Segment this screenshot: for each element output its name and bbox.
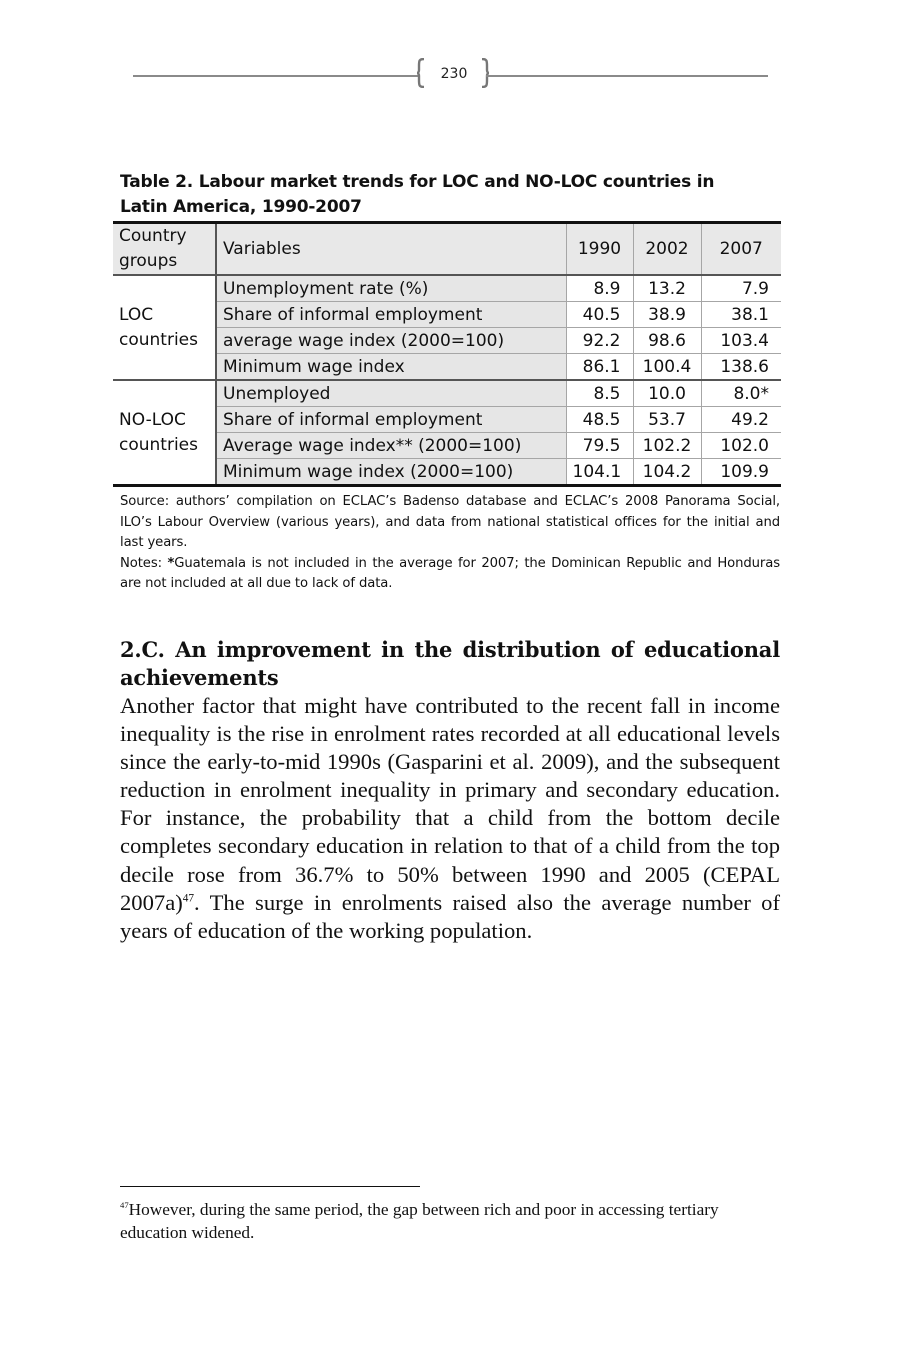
left-bracket-icon (416, 58, 426, 88)
value-cell-2007: 7.9 (701, 275, 781, 302)
notes-text: Guatemala is not included in the average for 2007; the Dominican Republic and Honduras are not included at all due to lack of data. (120, 555, 780, 591)
table-row (113, 380, 781, 407)
page-number: 230 (440, 66, 468, 82)
notes-prefix: Notes: (120, 555, 168, 571)
value-cell-2007: 49.2 (701, 407, 781, 433)
variable-cell: Unemployed (216, 380, 566, 407)
value-cell-2002: 53.7 (633, 407, 701, 433)
value-cell-1990: 40.5 (566, 302, 633, 328)
group-label-no-loc: NO-LOC countries (113, 380, 216, 486)
value-cell-1990: 8.5 (566, 380, 633, 407)
value-cell-2002: 38.9 (633, 302, 701, 328)
table-source: Source: authors’ compilation on ECLAC’s Badenso database and ECLAC’s 2008 Panorama Social, ILO’s Labour Overview (various years), and data from national statistical offices for the initial and last years. (120, 494, 780, 550)
value-cell-2007: 138.6 (701, 354, 781, 381)
header-rule-right (486, 75, 768, 77)
value-cell-2002: 13.2 (633, 275, 701, 302)
labour-market-table (113, 221, 781, 487)
right-bracket-icon (480, 58, 490, 88)
table-caption: Table 2. Labour market trends for LOC and NO-LOC countries in Latin America, 1990-2007 (120, 172, 715, 217)
footnote-text: However, during the same period, the gap between rich and poor in accessing tertiary education widened. (120, 1200, 719, 1242)
value-cell-2002: 104.2 (633, 459, 701, 486)
variable-cell: Unemployment rate (%) (216, 275, 566, 302)
value-cell-2002: 10.0 (633, 380, 701, 407)
footnote (120, 1198, 770, 1244)
value-cell-2007: 8.0* (701, 380, 781, 407)
value-cell-2007: 102.0 (701, 433, 781, 459)
footnote-separator (120, 1186, 420, 1187)
variable-cell: Share of informal employment (216, 407, 566, 433)
table-header-row (113, 223, 781, 276)
value-cell-2002: 102.2 (633, 433, 701, 459)
group-label-loc: LOC countries (113, 275, 216, 380)
value-cell-2007: 109.9 (701, 459, 781, 486)
footnote-reference: 47 (182, 892, 195, 905)
variable-cell: Minimum wage index (2000=100) (216, 459, 566, 486)
value-cell-2007: 103.4 (701, 328, 781, 354)
variable-cell: Average wage index** (2000=100) (216, 433, 566, 459)
body-paragraph (120, 692, 780, 945)
table-notes-line (120, 554, 780, 595)
column-header-2002: 2002 (633, 223, 701, 276)
value-cell-1990: 86.1 (566, 354, 633, 381)
value-cell-1990: 48.5 (566, 407, 633, 433)
notes-marker: * (167, 555, 175, 571)
value-cell-2002: 100.4 (633, 354, 701, 381)
value-cell-1990: 79.5 (566, 433, 633, 459)
paragraph-text-part1: Another factor that might have contributed to the recent fall in income inequality is the rise in enrolment rates recorded at all educational levels since the early-to-mid 1990s (Gasparini et al. 2009), and the subsequent reduction in enrolment inequality in primary and secondary education. For instance, the probability that a child from the bottom decile completes secondary education in relation to that of a child from the top decile rose from 36.7% to 50% between 1990 and 2005 (CEPAL 2007a) (120, 693, 780, 915)
value-cell-1990: 92.2 (566, 328, 633, 354)
value-cell-1990: 8.9 (566, 275, 633, 302)
value-cell-1990: 104.1 (566, 459, 633, 486)
variable-cell: Minimum wage index (216, 354, 566, 381)
value-cell-2007: 38.1 (701, 302, 781, 328)
section-heading: 2.C. An improvement in the distribution of educational achievements (120, 637, 780, 690)
table-notes (120, 492, 780, 595)
column-header-variables: Variables (216, 223, 566, 276)
column-header-country-groups: Country groups (113, 223, 216, 276)
variable-cell: average wage index (2000=100) (216, 328, 566, 354)
column-header-2007: 2007 (701, 223, 781, 276)
column-header-1990: 1990 (566, 223, 633, 276)
header-rule-left (133, 75, 420, 77)
value-cell-2002: 98.6 (633, 328, 701, 354)
footnote-number: 47 (120, 1200, 129, 1211)
variable-cell: Share of informal employment (216, 302, 566, 328)
paragraph-text-part2: . The surge in enrolments raised also the average number of years of education of the working population. (120, 889, 780, 943)
table-row (113, 275, 781, 302)
